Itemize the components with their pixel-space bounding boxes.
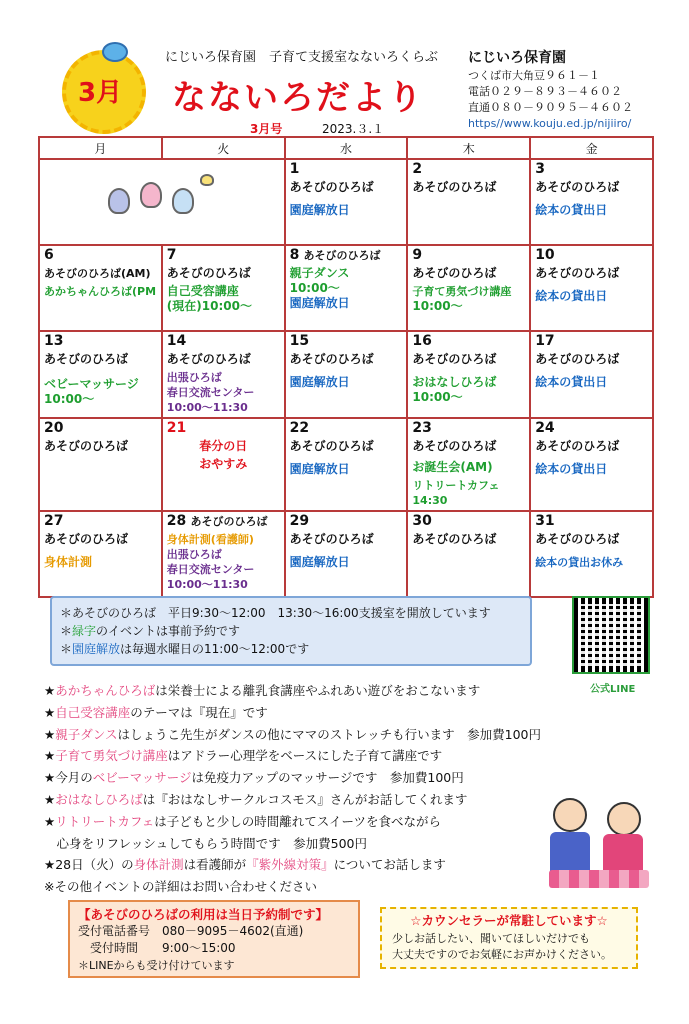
issue-date: 2023.３.１ [322,122,385,136]
note-line: ★おはなしひろばは『おはなしサークルコスモス』さんがお話してくれます [44,791,468,807]
info-box [50,596,532,666]
line-qr-code[interactable] [572,596,650,674]
day-cell: 28 あそびのひろば 身体計測(看護師) 出張ひろば 春日交流センター 10:00～11:30 [162,511,285,597]
weekday-thu: 木 [407,137,530,159]
day-cell: 31 あそびのひろば 絵本の貸出お休み [530,511,653,597]
day-cell: 27 あそびのひろば 身体計測 [39,511,162,597]
day-cell: 2 あそびのひろば [407,159,530,245]
newsletter-title: なないろだより [172,78,424,118]
note-line: ★今月のベビーマッサージは免疫力アップのマッサージです 参加費100円 [44,770,464,786]
day-cell: 30 あそびのひろば [407,511,530,597]
day-cell: 6 あそびのひろば(AM) あかちゃんひろば(PM [39,245,162,331]
note-line: ★リトリートカフェは子どもと少しの時間離れてスイーツを食べながら [44,813,441,829]
counselor-box: ☆カウンセラーが常駐しています☆ 少しお話したい、聞いてほしいだけでも 大丈夫ですのでお気軽にお声かけください。 [380,907,638,969]
bear-figure [172,188,194,214]
note-line: ★あかちゃんひろばは栄養士による離乳食講座やふれあい遊びをおこないます [44,683,481,698]
day-cell: 22 あそびのひろば 園庭解放日 [285,418,408,511]
note-line: ★自己受容講座のテーマは『現在』です [44,704,268,720]
info-line-2: ＊緑字のイベントは事前予約です [60,624,241,638]
day-cell: 10 あそびのひろば 絵本の貸出日 [530,245,653,331]
reservation-phone[interactable]: 080－9095－4602(直通) [162,924,304,938]
day-cell: 17 あそびのひろば 絵本の貸出日 [530,331,653,418]
day-cell: 13 あそびのひろば ベビーマッサージ 10:00～ [39,331,162,418]
note-line: 心身をリフレッシュしてもらう時間です 参加費500円 [44,835,367,851]
day-cell: 20 あそびのひろば [39,418,162,511]
bird-figure [200,174,214,186]
day-cell: 7 あそびのひろば 自己受容講座 (現在)10:00～ [162,245,285,331]
org-line: にじいろ保育園 子育て支援室なないろくらぶ [165,50,439,65]
note-line: ★28日（火）の身体計測は看護師が『紫外線対策』についてお話します [44,857,446,873]
weekday-mon: 月 [39,137,162,159]
elephant-figure [108,188,130,214]
direct-phone: 直通０８０－９０９５－４６０２ [468,101,633,114]
emperor-doll [553,798,587,832]
day-cell: 14 あそびのひろば 出張ひろば 春日交流センター 10:00～11:30 [162,331,285,418]
day-cell: 8 あそびのひろば 親子ダンス 10:00～ 園庭解放日 [285,245,408,331]
month-badge-label: 3月 [78,78,123,108]
info-line-3: ＊園庭解放は毎週水曜日の11:00～12:00です [60,642,310,656]
bunny-figure [140,182,162,208]
phone: 電話０２９－８９３－４６０２ [468,85,622,98]
website-link[interactable]: https//www.kouju.ed.jp/nijiiro/ [468,117,632,130]
qr-label: 公式LINE [590,684,636,695]
contact-name: にじいろ保育園 [468,50,566,66]
day-cell: 29 あそびのひろば 園庭解放日 [285,511,408,597]
bee-illustration [102,42,128,62]
calendar [38,136,654,598]
holiday-cell: 21 春分の日 おやすみ [162,418,285,511]
weekday-wed: 水 [285,137,408,159]
animal-illustration-cell [39,159,285,245]
weekday-fri: 金 [530,137,653,159]
reservation-heading: 【あそびのひろばの利用は当日予約制です】 [78,907,329,922]
day-cell: 16 あそびのひろば おはなしひろば 10:00～ [407,331,530,418]
address: つくば市大角豆９６１－１ [468,69,600,82]
animals-illustration [102,174,222,234]
weekday-tue: 火 [162,137,285,159]
empress-doll [607,802,641,836]
day-cell: 9 あそびのひろば 子育て勇気づけ講座 10:00～ [407,245,530,331]
note-line: ★親子ダンスはしょうこ先生がダンスの他にママのストレッチも行います 参加費100円 [44,726,541,742]
counselor-heading: ☆カウンセラーが常駐しています☆ [410,913,608,928]
note-line: ※その他イベントの詳細はお問い合わせください [44,879,317,895]
contact-block [468,50,633,132]
day-cell: 23 あそびのひろば お誕生会(AM) リトリートカフェ14:30 [407,418,530,511]
issue-label: 3月号 [250,122,283,136]
day-cell: 15 あそびのひろば 園庭解放日 [285,331,408,418]
hina-dolls-illustration [545,790,653,890]
info-line-1: ＊あそびのひろば 平日9:30～12:00 13:30～16:00支援室を開放しています [60,606,491,620]
day-cell: 3 あそびのひろば 絵本の貸出日 [530,159,653,245]
reservation-box: 【あそびのひろばの利用は当日予約制です】 受付電話番号 080－9095－4602(直通) 受付時間 9:00～15:00 ＊LINEからも受け付けています [68,900,360,978]
day-cell: 1 あそびのひろば 園庭解放日 [285,159,408,245]
note-line: ★子育て勇気づけ講座はアドラー心理学をベースにした子育て講座です [44,748,443,764]
day-cell: 24 あそびのひろば 絵本の貸出日 [530,418,653,511]
